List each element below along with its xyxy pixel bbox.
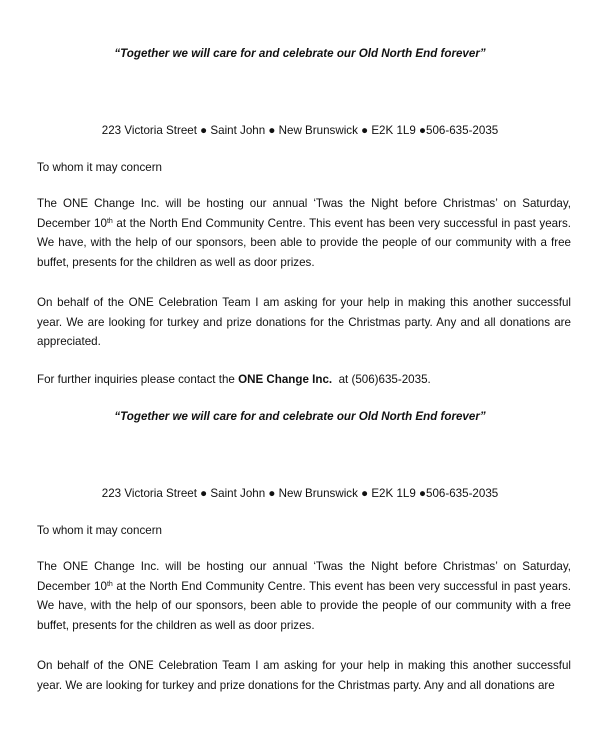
motto-heading: “Together we will care for and celebrate our Old North End forever”	[114, 410, 486, 423]
paragraph-event	[37, 194, 571, 272]
paragraph-text: The ONE Change Inc. will be hosting our annual ‘Twas the Night before Christmas’ on Saturday, December 10	[37, 560, 571, 593]
paragraph-request: On behalf of the ONE Celebration Team I am asking for your help in making this another successful year. We are looking for turkey and prize donations for the Christmas party. Any and all donations are appreciated.	[37, 296, 571, 348]
contact-phone-text: at (506)635-2035.	[332, 373, 431, 386]
paragraph-text: The ONE Change Inc. will be hosting our annual ‘Twas the Night before Christmas’ on Saturday, December 10	[37, 197, 571, 230]
contact-line	[37, 373, 431, 387]
contact-text: For further inquiries please contact the	[37, 373, 239, 386]
address-line: 223 Victoria Street ● Saint John ● New Brunswick ● E2K 1L9 ●506-635-2035	[101, 124, 499, 137]
salutation: To whom it may concern	[37, 161, 163, 174]
paragraph-text: at the North End Community Centre. This event has been very successful in past years. We have, with the help of our sponsors, been able to provide the people of our community with a free buffet, presents for the children as well as door prizes.	[37, 579, 571, 632]
paragraph-event	[37, 557, 571, 635]
ordinal-suffix: th	[106, 217, 113, 225]
salutation: To whom it may concern	[37, 524, 163, 537]
address-line: 223 Victoria Street ● Saint John ● New Brunswick ● E2K 1L9 ●506-635-2035	[101, 487, 499, 500]
motto-heading: “Together we will care for and celebrate our Old North End forever”	[114, 47, 486, 60]
contact-organization: ONE Change Inc.	[238, 373, 333, 386]
paragraph-text: at the North End Community Centre. This event has been very successful in past years. We have, with the help of our sponsors, been able to provide the people of our community with a free buffet, presents for the children as well as door prizes.	[37, 216, 571, 269]
paragraph-request: On behalf of the ONE Celebration Team I am asking for your help in making this another successful year. We are looking for turkey and prize donations for the Christmas party. Any and all donations are	[37, 659, 571, 692]
ordinal-suffix: th	[106, 580, 113, 588]
